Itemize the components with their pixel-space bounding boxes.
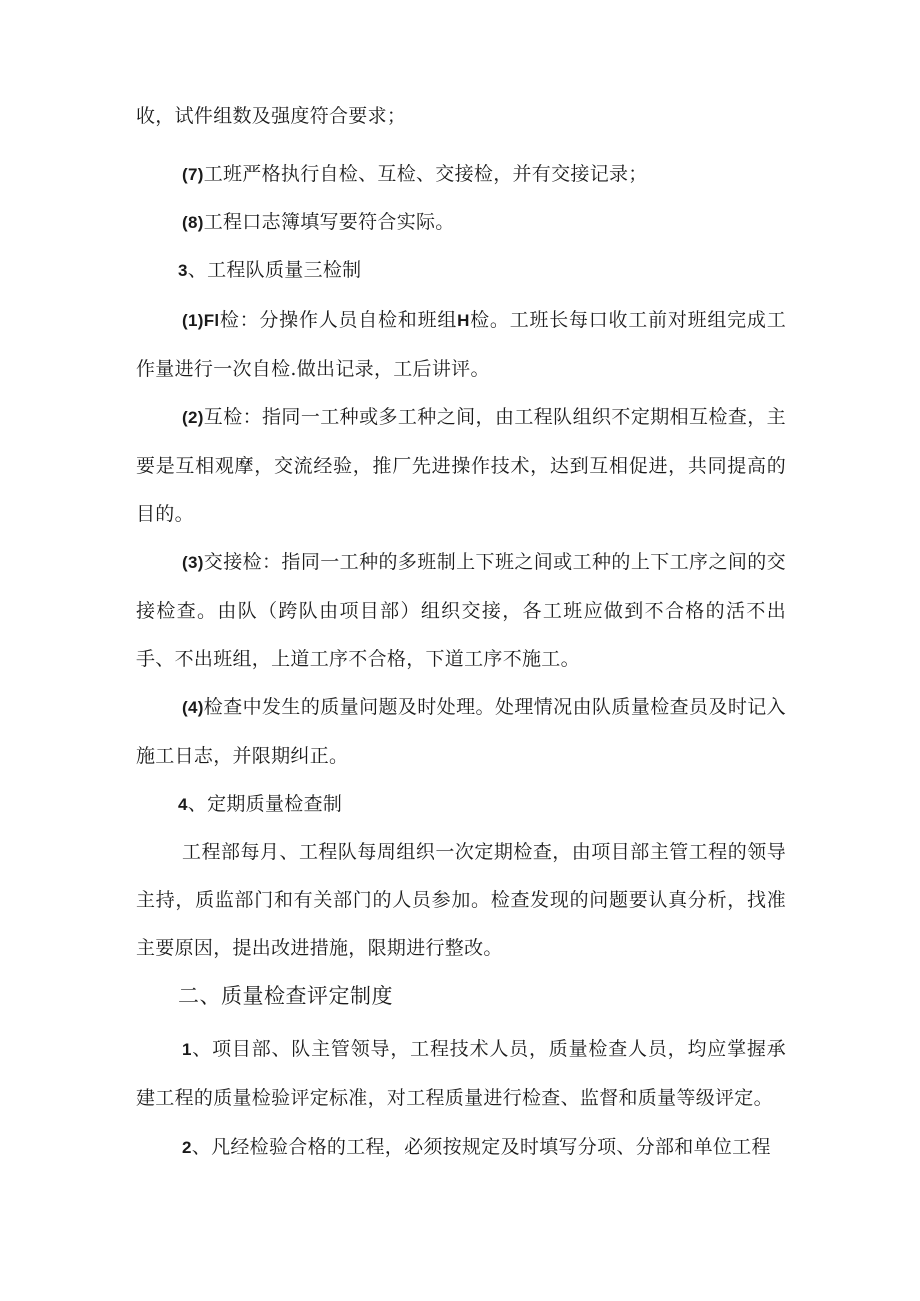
- paragraph-item-7: [136, 150, 786, 199]
- paragraph-text: 、凡经检验合格的工程，必须按规定及时填写分项、分部和单位工程: [191, 1136, 771, 1158]
- paragraph-text: 检查中发生的质量问题及时处理。处理情况由队质量检查员及时记入施工日志，并限期纠正。: [136, 696, 786, 767]
- paragraph-text: 交接检：指同一工种的多班制上下班之间或工种的上下工序之间的交接检查。由队（跨队由项目部）组织交接，各工班应做到不合格的活不出手、不出班组，上道工序不合格，下道工序不施工。: [136, 551, 786, 670]
- section-number: 3: [178, 261, 188, 280]
- paragraph-text: 工班严格执行自检、互检、交接检，并有交接记录；: [203, 163, 648, 185]
- paragraph-item-8: [136, 198, 786, 247]
- item-number: 1: [182, 1040, 192, 1059]
- paragraph-item-2: [136, 393, 786, 538]
- ocr-fragment: H: [457, 311, 470, 330]
- section-title: 、定期质量检查制: [187, 793, 343, 815]
- paragraph-text: 工程部每月、工程队每周组织一次定期检查，由项目部主管工程的领导主持，质监部门和有关部门的人员参加。检查发现的问题要认真分析，找准主要原因，提出改进措施，限期进行整改。: [136, 841, 786, 959]
- item-number: (4): [182, 698, 204, 717]
- paragraph-regular-inspection: [136, 828, 786, 972]
- chapter-heading: [178, 976, 393, 1016]
- section-number: 4: [178, 795, 188, 814]
- item-number: 2: [182, 1138, 192, 1157]
- paragraph-item-1: [136, 296, 786, 393]
- ocr-fragment: Fl: [203, 311, 220, 330]
- paragraph-text: 工程口志簿填写要符合实际。: [203, 211, 455, 233]
- paragraph-item-3: [136, 538, 786, 683]
- paragraph-rule-1: [136, 1025, 786, 1122]
- paragraph-text: 检。工班长每口收工前对班组完成工作量进行一次自检.做出记录，工后讲评。: [136, 309, 786, 380]
- paragraph-continuation: [136, 92, 786, 140]
- item-number: (8): [182, 213, 204, 232]
- paragraph-rule-2: [136, 1123, 786, 1172]
- item-number: (2): [182, 408, 204, 427]
- paragraph-text: 互检：指同一工种或多工种之间，由工程队组织不定期相互检查，主要是互相观摩，交流经验，推厂先进操作技术，达到互相促进，共同提高的目的。: [136, 406, 786, 525]
- section-heading-4: [178, 780, 828, 829]
- heading-text: 二、质量检查评定制度: [178, 984, 393, 1008]
- item-number: (3): [182, 553, 204, 572]
- item-number: (1): [182, 311, 204, 330]
- paragraph-text: 收，试件组数及强度符合要求；: [136, 105, 407, 127]
- item-number: (7): [182, 165, 204, 184]
- paragraph-text: 检：分操作人员自检和班组: [219, 309, 458, 331]
- section-heading-3: [178, 246, 828, 295]
- section-title: 、工程队质量三检制: [187, 259, 362, 281]
- paragraph-item-4: [136, 683, 786, 780]
- paragraph-text: 、项目部、队主管领导，工程技术人员，质量检查人员，均应掌握承建工程的质量检验评定标准，对工程质量进行检查、监督和质量等级评定。: [136, 1038, 786, 1109]
